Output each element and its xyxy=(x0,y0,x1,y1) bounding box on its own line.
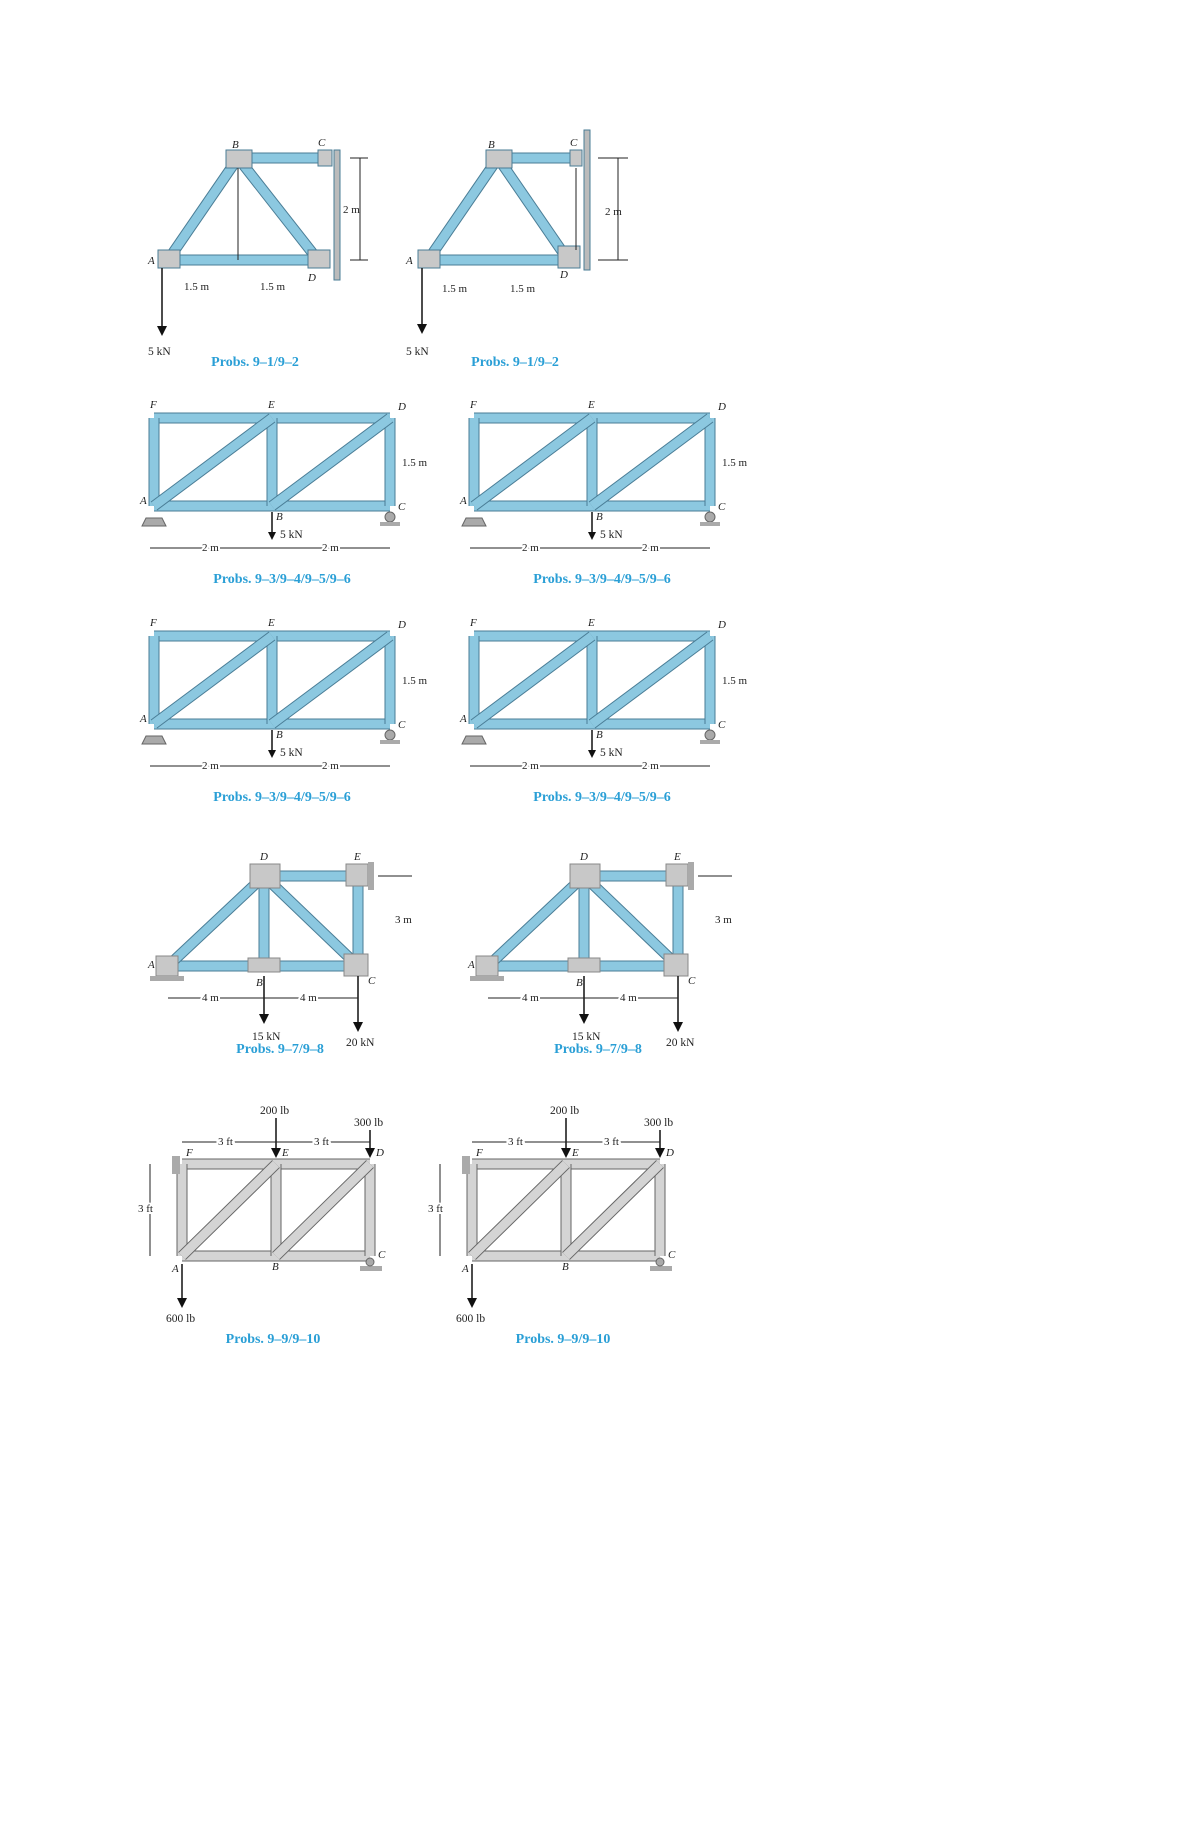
gusset-A xyxy=(158,250,180,268)
dim-width2-label: 1.5 m xyxy=(510,283,536,295)
member-AE-fill xyxy=(182,1164,276,1256)
load-arrow-D-head xyxy=(655,1148,665,1158)
dim-width2-label: 3 ft xyxy=(604,1136,619,1148)
truss-figure-3 xyxy=(140,400,460,570)
gusset-A xyxy=(476,956,498,976)
node-label-A: A xyxy=(148,255,155,267)
figure-caption: Probs. 9–1/9–2 xyxy=(471,355,559,370)
member-AE-fill xyxy=(474,418,592,506)
dim-height-label: 1.5 m xyxy=(722,457,748,469)
gusset-B xyxy=(486,150,512,168)
load-label-C: 20 kN xyxy=(666,1037,695,1049)
figure-caption: Probs. 9–3/9–4/9–5/9–6 xyxy=(213,572,351,587)
gusset-D xyxy=(570,864,600,888)
node-label-A: A xyxy=(140,495,147,507)
load-arrow-E-head xyxy=(561,1148,571,1158)
member-AB-fill xyxy=(428,158,498,260)
node-label-D: D xyxy=(398,401,406,413)
node-label-D: D xyxy=(260,851,268,863)
gusset-E xyxy=(346,864,368,886)
roller-support-C xyxy=(705,730,715,740)
dim-width2-label: 3 ft xyxy=(314,1136,329,1148)
dim-width1-label: 2 m xyxy=(522,760,539,772)
wall-support xyxy=(584,130,590,270)
member-BD-fill xyxy=(566,1164,660,1256)
member-AE-fill xyxy=(154,418,272,506)
node-label-D: D xyxy=(560,269,568,281)
roller-C xyxy=(656,1258,664,1266)
node-label-C: C xyxy=(398,501,406,513)
dim-width2-label: 2 m xyxy=(642,760,659,772)
node-label-D: D xyxy=(580,851,588,863)
pin-support-A xyxy=(150,976,184,981)
pin-support-A xyxy=(462,736,486,744)
node-label-A: A xyxy=(468,959,475,971)
member-AE-fill xyxy=(472,1164,566,1256)
load-label-A: 600 lb xyxy=(456,1313,486,1325)
node-label-B: B xyxy=(576,977,583,989)
load-label-D: 300 lb xyxy=(354,1117,384,1129)
load-label-E: 200 lb xyxy=(260,1105,290,1117)
node-label-E: E xyxy=(572,1147,579,1159)
truss-figure-5 xyxy=(140,618,460,788)
gusset-D xyxy=(558,246,580,268)
pin-support-A xyxy=(470,976,504,981)
node-label-A: A xyxy=(462,1263,469,1275)
dim-height-label: 3 m xyxy=(395,914,412,926)
node-label-E: E xyxy=(282,1147,289,1159)
dim-width1-label: 2 m xyxy=(202,760,219,772)
dim-width1-label: 1.5 m xyxy=(442,283,468,295)
node-label-B: B xyxy=(596,511,603,523)
node-label-F: F xyxy=(476,1147,483,1159)
figure-caption: Probs. 9–7/9–8 xyxy=(236,1042,324,1057)
node-label-A: A xyxy=(406,255,413,267)
dim-width2-label: 1.5 m xyxy=(260,281,286,293)
gusset-D xyxy=(250,864,280,888)
wall-support xyxy=(334,150,340,280)
node-label-B: B xyxy=(276,729,283,741)
load-arrow-A-head xyxy=(467,1298,477,1308)
node-label-B: B xyxy=(256,977,263,989)
load-label: 5 kN xyxy=(600,747,623,759)
node-label-E: E xyxy=(354,851,361,863)
load-label-E: 200 lb xyxy=(550,1105,580,1117)
load-arrow-E-head xyxy=(271,1148,281,1158)
dim-width1-label: 4 m xyxy=(202,992,219,1004)
node-label-F: F xyxy=(186,1147,193,1159)
gusset-C xyxy=(318,150,332,166)
gusset-D xyxy=(308,250,330,268)
node-label-E: E xyxy=(588,399,595,411)
wall-support-F xyxy=(462,1156,470,1174)
node-label-B: B xyxy=(272,1261,279,1273)
roller-base-C xyxy=(380,522,400,526)
dim-height-label: 1.5 m xyxy=(402,675,428,687)
truss-figure-6 xyxy=(460,618,780,788)
dim-height-label: 2 m xyxy=(343,204,360,216)
node-label-C: C xyxy=(668,1249,676,1261)
figure-caption: Probs. 9–9/9–10 xyxy=(515,1332,611,1347)
node-label-F: F xyxy=(150,399,157,411)
load-arrow-A-head xyxy=(177,1298,187,1308)
node-label-A: A xyxy=(140,713,147,725)
dim-width1-label: 2 m xyxy=(202,542,219,554)
dim-width2-label: 4 m xyxy=(620,992,637,1004)
truss-figure-7 xyxy=(140,848,430,1048)
node-label-C: C xyxy=(718,719,726,731)
figure-caption: Probs. 9–1/9–2 xyxy=(211,355,299,370)
node-label-A: A xyxy=(172,1263,179,1275)
gusset-B xyxy=(226,150,252,168)
pin-support-A xyxy=(462,518,486,526)
load-arrow-B-head xyxy=(579,1014,589,1024)
node-label-C: C xyxy=(368,975,376,987)
member-BD-fill xyxy=(238,158,318,260)
member-BD-fill xyxy=(272,418,390,506)
node-label-D: D xyxy=(718,401,726,413)
node-label-C: C xyxy=(718,501,726,513)
node-label-E: E xyxy=(268,617,275,629)
truss-figure-10 xyxy=(428,1104,718,1334)
node-label-C: C xyxy=(378,1249,386,1261)
roller-support-C xyxy=(705,512,715,522)
load-arrow-D-head xyxy=(365,1148,375,1158)
node-label-D: D xyxy=(666,1147,674,1159)
wall-support-F xyxy=(172,1156,180,1174)
member-AE-fill xyxy=(154,636,272,724)
gusset-C xyxy=(570,150,582,166)
load-label-B: 15 kN xyxy=(572,1031,601,1043)
load-arrow-head xyxy=(417,324,427,334)
pin-support-A xyxy=(142,736,166,744)
dim-width1-label: 3 ft xyxy=(508,1136,523,1148)
load-label: 5 kN xyxy=(600,529,623,541)
wall-support-E xyxy=(688,862,694,890)
member-AD-fill xyxy=(488,876,584,966)
dim-width1-label: 1.5 m xyxy=(184,281,210,293)
load-label-D: 300 lb xyxy=(644,1117,674,1129)
node-label-A: A xyxy=(460,495,467,507)
member-BD-fill xyxy=(592,636,710,724)
roller-base-C xyxy=(700,522,720,526)
node-label-B: B xyxy=(562,1261,569,1273)
roller-base-C xyxy=(700,740,720,744)
figure-caption: Probs. 9–9/9–10 xyxy=(225,1332,321,1347)
member-DC-fill xyxy=(264,876,358,966)
pin-support-A xyxy=(142,518,166,526)
dim-height-label: 2 m xyxy=(605,206,622,218)
node-label-E: E xyxy=(588,617,595,629)
node-label-C: C xyxy=(398,719,406,731)
figure-caption: Probs. 9–3/9–4/9–5/9–6 xyxy=(533,572,671,587)
dim-width1-label: 4 m xyxy=(522,992,539,1004)
dim-width2-label: 4 m xyxy=(300,992,317,1004)
load-arrow-head xyxy=(268,532,276,540)
node-label-E: E xyxy=(268,399,275,411)
node-label-D: D xyxy=(308,272,316,284)
dim-width1-label: 2 m xyxy=(522,542,539,554)
figure-caption: Probs. 9–3/9–4/9–5/9–6 xyxy=(213,790,351,805)
node-label-A: A xyxy=(460,713,467,725)
load-label: 5 kN xyxy=(148,346,171,358)
load-label-B: 15 kN xyxy=(252,1031,281,1043)
roller-support-C xyxy=(360,1266,382,1271)
roller-base-C xyxy=(380,740,400,744)
gusset-E xyxy=(666,864,688,886)
figure-caption: Probs. 9–7/9–8 xyxy=(554,1042,642,1057)
load-arrow-head xyxy=(157,326,167,336)
dim-width2-label: 2 m xyxy=(322,542,339,554)
node-label-F: F xyxy=(470,617,477,629)
roller-support-C xyxy=(650,1266,672,1271)
node-label-C: C xyxy=(570,137,578,149)
member-AD-fill xyxy=(168,876,264,966)
node-label-D: D xyxy=(718,619,726,631)
load-label-C: 20 kN xyxy=(346,1037,375,1049)
dim-height-label: 1.5 m xyxy=(402,457,428,469)
dim-height-label: 1.5 m xyxy=(722,675,748,687)
member-BD-fill xyxy=(276,1164,370,1256)
wall-support-E xyxy=(368,862,374,890)
truss-figure-2 xyxy=(400,130,660,390)
gusset-A xyxy=(418,250,440,268)
load-arrow-head xyxy=(268,750,276,758)
gusset-C xyxy=(664,954,688,976)
gusset-C xyxy=(344,954,368,976)
dim-width2-label: 2 m xyxy=(322,760,339,772)
member-BD-fill xyxy=(498,158,568,260)
roller-C xyxy=(366,1258,374,1266)
node-label-E: E xyxy=(674,851,681,863)
node-label-C: C xyxy=(688,975,696,987)
roller-support-C xyxy=(385,730,395,740)
load-arrow-head xyxy=(588,532,596,540)
dim-width1-label: 3 ft xyxy=(218,1136,233,1148)
load-arrow-C-head xyxy=(353,1022,363,1032)
node-label-D: D xyxy=(398,619,406,631)
truss-figure-4 xyxy=(460,400,780,570)
member-BD-fill xyxy=(272,636,390,724)
member-BD-fill xyxy=(592,418,710,506)
node-label-B: B xyxy=(276,511,283,523)
node-label-F: F xyxy=(150,617,157,629)
load-label: 5 kN xyxy=(280,529,303,541)
node-label-B: B xyxy=(596,729,603,741)
roller-support-C xyxy=(385,512,395,522)
node-label-A: A xyxy=(148,959,155,971)
load-label-A: 600 lb xyxy=(166,1313,196,1325)
load-label: 5 kN xyxy=(406,346,429,358)
truss-figure-8 xyxy=(460,848,750,1048)
dim-height-label: 3 ft xyxy=(138,1203,153,1215)
member-AE-fill xyxy=(474,636,592,724)
load-arrow-B-head xyxy=(259,1014,269,1024)
load-arrow-C-head xyxy=(673,1022,683,1032)
figure-caption: Probs. 9–3/9–4/9–5/9–6 xyxy=(533,790,671,805)
dim-height-label: 3 m xyxy=(715,914,732,926)
node-label-D: D xyxy=(376,1147,384,1159)
truss-figure-9 xyxy=(138,1104,428,1334)
gusset-B xyxy=(568,958,600,972)
gusset-A xyxy=(156,956,178,976)
node-label-C: C xyxy=(318,137,326,149)
node-label-F: F xyxy=(470,399,477,411)
gusset-B xyxy=(248,958,280,972)
member-DC-fill xyxy=(584,876,678,966)
node-label-B: B xyxy=(488,139,495,151)
member-AB-fill xyxy=(168,158,238,260)
dim-height-label: 3 ft xyxy=(428,1203,443,1215)
load-arrow-head xyxy=(588,750,596,758)
load-label: 5 kN xyxy=(280,747,303,759)
dim-width2-label: 2 m xyxy=(642,542,659,554)
node-label-B: B xyxy=(232,139,239,151)
